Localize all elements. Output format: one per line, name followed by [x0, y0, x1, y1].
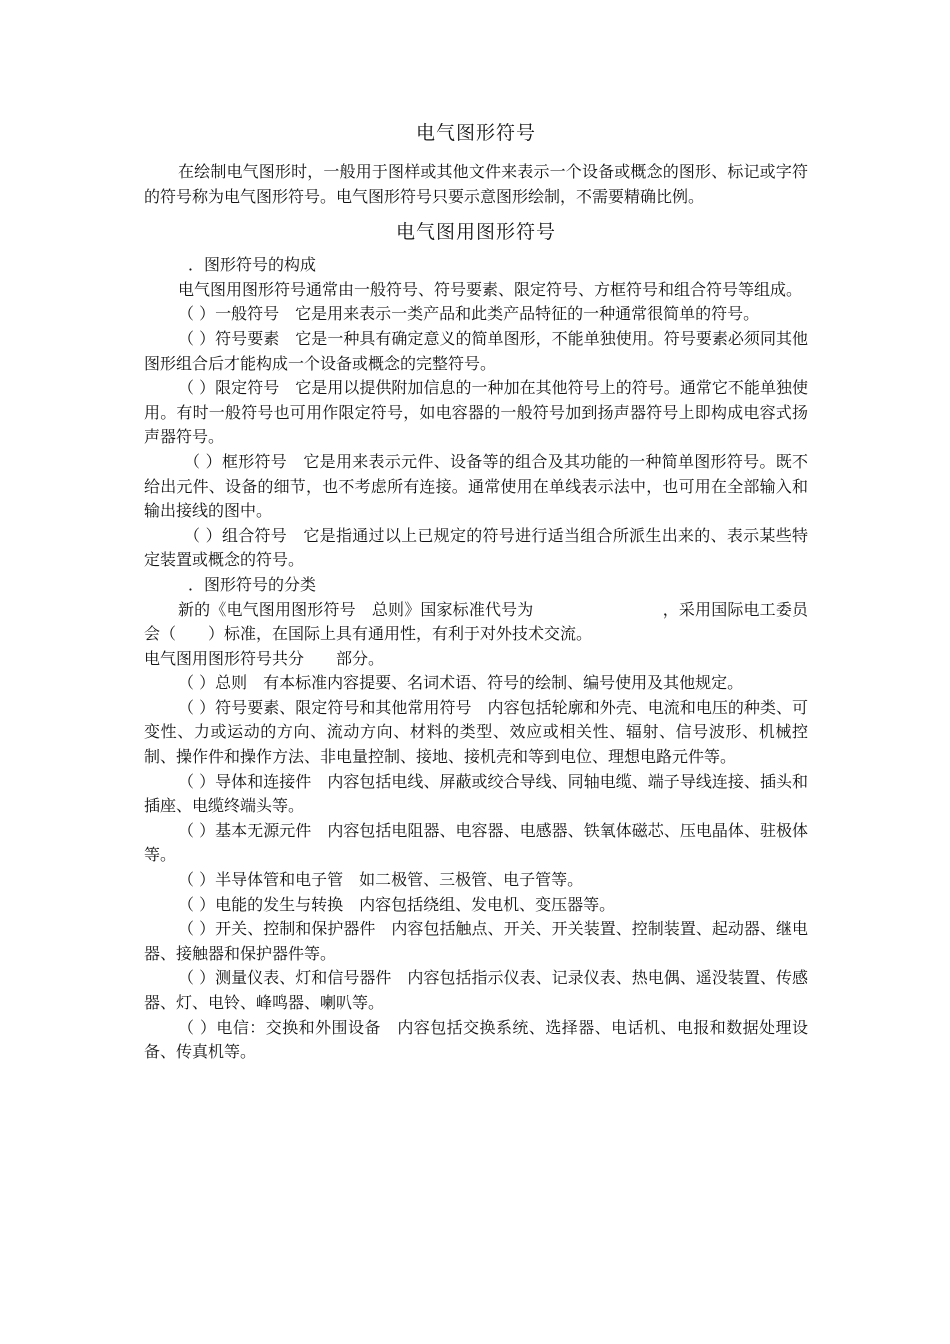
section-title: 电气图用图形符号 — [395, 221, 556, 244]
heading-composition: ．图形符号的构成 — [188, 255, 317, 275]
item-general-rules: （ ）总则 有本标准内容提要、名词术语、符号的绘制、编号使用及其他规定。 — [178, 673, 744, 693]
item-symbol-elements-common: （ ）符号要素、限定符号和其他常用符号 内容包括轮廓和外壳、电流和电压的种类、可变性、力或运动的方向、流动方向、材料的类型、效应或相关性、辐射、信号波形、机械控制、操作件和操作方法、非电量控制、接地、接机壳和等到电位、理想电路元件等。 — [144, 697, 808, 767]
item-conductors: （ ）导体和连接件 内容包括电线、屏蔽或绞合导线、同轴电缆、端子导线连接、插头和插座、电缆终端头等。 — [144, 771, 808, 816]
document-title: 电气图形符号 — [415, 122, 536, 144]
item-passive-components: （ ）基本无源元件 内容包括电阻器、电容器、电感器、铁氧体磁芯、压电晶体、驻极体等。 — [144, 820, 808, 865]
item-telecom: （ ）电信：交换和外围设备 内容包括交换系统、选择器、电话机、电报和数据处理设备、传真机等。 — [144, 1017, 808, 1062]
document-body — [144, 118, 808, 1065]
paragraph-composition: 电气图用图形符号通常由一般符号、符号要素、限定符号、方框符号和组合符号等组成。 — [178, 279, 803, 299]
item-energy-conversion: （ ）电能的发生与转换 内容包括绕组、发电机、变压器等。 — [178, 894, 616, 914]
item-switching: （ ）开关、控制和保护器件 内容包括触点、开关、开关装置、控制装置、起动器、继电器、接触器和保护器件等。 — [144, 919, 808, 963]
paragraph-parts: 电气图用图形符号共分 部分。 — [144, 648, 385, 668]
item-combined-symbol: （ ）组合符号 它是指通过以上已规定的符号进行适当组合所派生出来的、表示某些特定装置或概念的符号。 — [144, 525, 808, 570]
intro-paragraph: 在绘制电气图形时，一般用于图样或其他文件来表示一个设备或概念的图形、标记或字符的符号称为电气图形符号。电气图形符号只要示意图形绘制，不需要精确比例。 — [144, 162, 808, 206]
item-symbol-element: （ ）符号要素 它是一种具有确定意义的简单图形，不能单独使用。符号要素必须同其他图形组合后才能构成一个设备或概念的完整符号。 — [144, 328, 808, 373]
item-semiconductors: （ ）半导体管和电子管 如二极管、三极管、电子管等。 — [178, 870, 584, 890]
item-qualifying-symbol: （ ）限定符号 它是用以提供附加信息的一种加在其他符号上的符号。通常它不能单独使用。有时一般符号也可用作限定符号，如电容器的一般符号加到扬声器符号上即构成电容式扬声器符号。 — [144, 378, 808, 447]
heading-classification: ．图形符号的分类 — [188, 574, 317, 594]
item-measurement: （ ）测量仪表、灯和信号器件 内容包括指示仪表、记录仪表、热电偶、遥没装置、传感器、灯、电铃、峰鸣器、喇叭等。 — [144, 968, 808, 1012]
item-frame-symbol: （ ）框形符号 它是用来表示元件、设备等的组合及其功能的一种简单图形符号。既不给出元件、设备的细节，也不考虑所有连接。通常使用在单线表示法中，也可用在全部输入和输出接线的图中。 — [144, 451, 808, 521]
paragraph-standard: 新的《电气图用图形符号 总则》国家标准代号为 ，采用国际电工委员会（ ）标准，在国际上具有通用性，有利于对外技术交流。 — [144, 599, 808, 644]
item-general-symbol: （ ）一般符号 它是用来表示一类产品和此类产品特征的一种通常很简单的符号。 — [178, 304, 760, 324]
